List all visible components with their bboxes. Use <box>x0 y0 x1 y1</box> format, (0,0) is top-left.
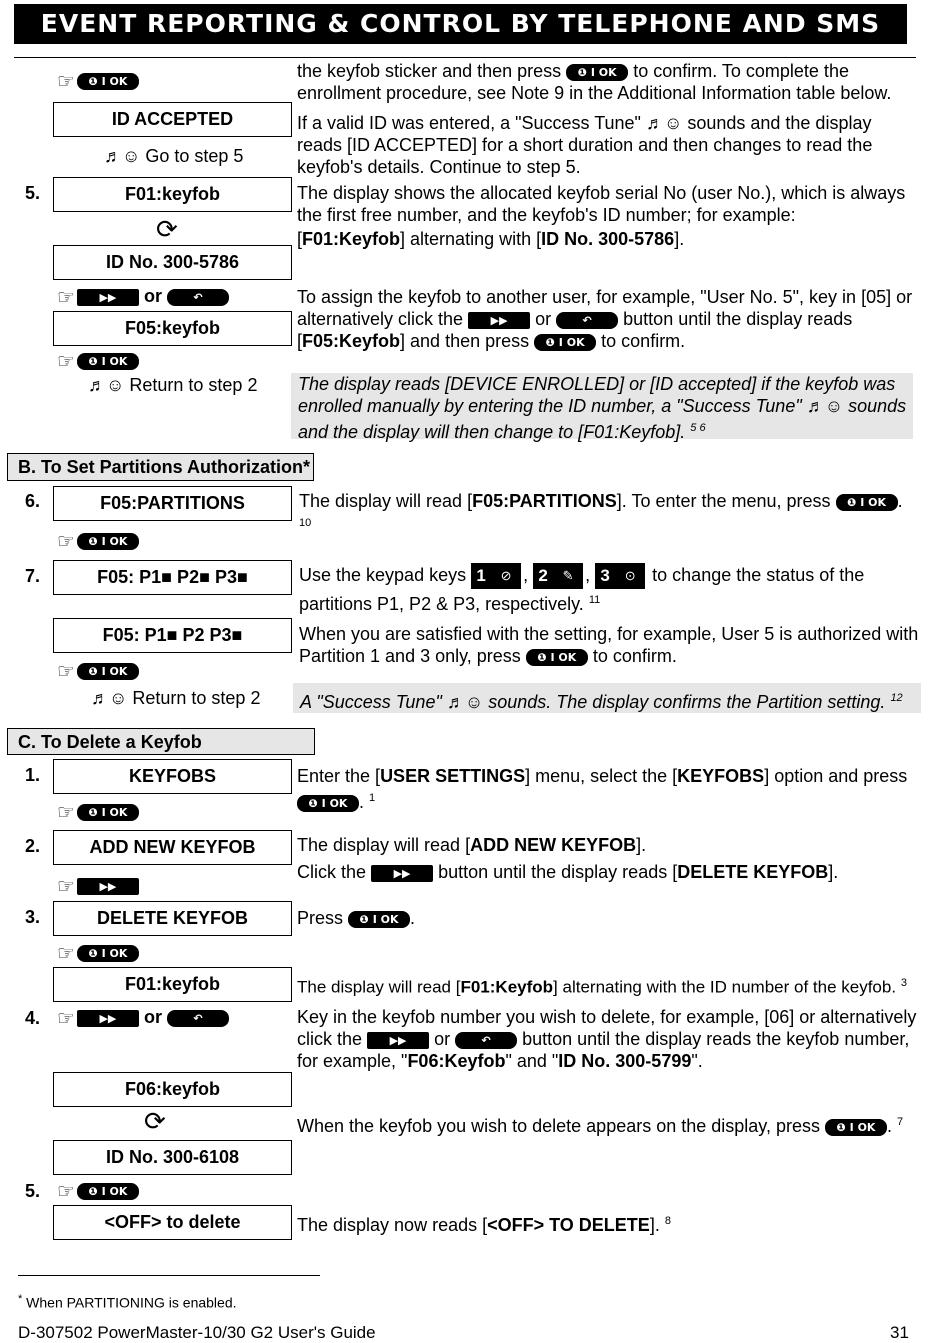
section-b-heading: B. To Set Partitions Authorization* <box>7 453 314 481</box>
display-f01-keyfob: F01:keyfob <box>53 967 292 1002</box>
pointing-hand-icon: ☞ <box>57 69 75 94</box>
pointing-hand-icon: ☞ <box>57 659 75 684</box>
pointing-hand-icon: ☞ <box>57 941 75 966</box>
wrench-icon: ✎ <box>553 563 583 589</box>
ok-key-icon: ❶ I OK <box>77 1183 139 1200</box>
key-row-ok-6 <box>57 941 139 966</box>
c-paragraph-2b: Click the ▶▶ button until the display reads [DELETE KEYFOB]. <box>297 862 839 882</box>
a-paragraph-1: the keyfob sticker and then press ❶ I OK to confirm. To complete the enrollment procedure, see Note 9 in the Additional Information table below. <box>297 61 892 103</box>
keypad-key-2: 2 <box>533 563 553 589</box>
display-delete-keyfob: DELETE KEYFOB <box>53 901 292 936</box>
ok-key-icon: ❶ I OK <box>566 64 628 81</box>
forward-key-icon: ▶▶ <box>77 289 139 306</box>
c-paragraph-6: When the keyfob you wish to delete appears on the display, press ❶ I OK . $^7$ <box>297 1116 904 1136</box>
a-paragraph-3: The display shows the allocated keyfob serial No (user No.), which is always the first free number, and the keyfob's ID number; for example: <box>297 183 906 225</box>
display-add-new-keyfob: ADD NEW KEYFOB <box>53 830 292 865</box>
footnote-divider <box>18 1275 320 1276</box>
return-step2-note: ♬☺ Return to step 2 <box>88 375 258 395</box>
display-keyfobs: KEYFOBS <box>53 759 292 794</box>
key-row-forward <box>57 874 139 899</box>
b-paragraph-2: Use the keypad keys 1 ⊘ , 2 ✎ , 3 ⊙ to change the status of the partitions P1, P2 & P3, respectively. $^{11}$ <box>299 564 865 614</box>
forward-key-icon: ▶▶ <box>77 1010 139 1027</box>
a-note-box: The display reads [DEVICE ENROLLED] or [ID accepted] if the keyfob was enrolled manually by entering the ID number, a "Success Tune" ♬☺ sounds and the display will then change to [F01:Keyfob]. $^{5 6}$ <box>291 373 913 439</box>
ok-key-icon: ❶ I OK <box>526 649 588 666</box>
ok-key-icon: ❶ I OK <box>836 494 898 511</box>
step-number: 7. <box>25 566 41 586</box>
key-row-ok-7 <box>57 1179 139 1204</box>
alternating-cycle-icon: ⟳ <box>144 1107 166 1137</box>
display-off-to-delete: <OFF> to delete <box>53 1205 292 1240</box>
display-id-number: ID No. 300-5786 <box>53 245 292 280</box>
page-banner-title: EVENT REPORTING & CONTROL BY TELEPHONE AND SMS <box>14 4 907 44</box>
key-row-ok-4 <box>57 659 139 684</box>
b-note-box: A "Success Tune" ♬☺ sounds. The display confirms the Partition setting. $^{12}$ <box>293 683 921 713</box>
display-f05-keyfob: F05:keyfob <box>53 311 292 346</box>
pointing-hand-icon: ☞ <box>57 800 75 825</box>
b-paragraph-3: When you are satisfied with the setting, for example, User 5 is authorized with Partition 1 and 3 only, press ❶ I OK to confirm. <box>299 624 919 666</box>
c-paragraph-7: The display now reads [<OFF> TO DELETE]. $^8$ <box>297 1215 671 1235</box>
step-number: 5. <box>25 183 41 203</box>
display-p1-p3: F05: P1■ P2 P3■ <box>53 618 292 653</box>
ok-key-icon: ❶ I OK <box>534 334 596 351</box>
a-paragraph-3b: [F01:Keyfob] alternating with [ID No. 300-5786]. <box>297 229 685 249</box>
key-row-ok-5 <box>57 800 139 825</box>
step-number: 5. <box>25 1181 41 1201</box>
pointing-hand-icon: ☞ <box>57 529 75 554</box>
keypad-key-1: 1 <box>471 563 491 589</box>
display-f01-keyfob: F01:keyfob <box>53 177 292 212</box>
key-icon: ⊙ <box>615 563 645 589</box>
back-key-icon: ↶ <box>167 289 229 306</box>
pointing-hand-icon: ☞ <box>57 349 75 374</box>
forward-key-icon: ▶▶ <box>367 1032 429 1049</box>
key-row-forward-back-2: ☞ ▶▶ or ↶ <box>57 1007 229 1028</box>
key-row-forward-back: ☞ ▶▶ or ↶ <box>57 286 229 307</box>
display-partitions: F05:PARTITIONS <box>53 486 292 521</box>
c-paragraph-4: The display will read [F01:Keyfob] alternating with the ID number of the keyfob. $^3$ <box>297 977 907 997</box>
ok-key-icon: ❶ I OK <box>297 795 359 812</box>
pointing-hand-icon: ☞ <box>57 285 75 310</box>
keypad-key-3: 3 <box>595 563 615 589</box>
display-id-accepted: ID ACCEPTED <box>53 102 292 137</box>
key-row-ok-1 <box>57 69 139 94</box>
section-c-heading: C. To Delete a Keyfob <box>7 728 315 755</box>
back-key-icon: ↶ <box>167 1010 229 1027</box>
forward-key-icon: ▶▶ <box>371 865 433 882</box>
back-key-icon: ↶ <box>556 312 618 329</box>
footer-document-title: D-307502 PowerMaster-10/30 G2 User's Guide <box>18 1323 376 1342</box>
bypass-icon: ⊘ <box>491 563 521 589</box>
step-number: 6. <box>25 491 41 511</box>
go-to-step5-note: ♬☺ Go to step 5 <box>104 146 244 166</box>
step-number: 1. <box>25 765 41 785</box>
footer-page-number: 31 <box>890 1323 909 1342</box>
c-paragraph-2: The display will read [ADD NEW KEYFOB]. <box>297 835 647 855</box>
footnote: * When PARTITIONING is enabled. <box>18 1293 237 1311</box>
ok-key-icon: ❶ I OK <box>77 533 139 550</box>
forward-key-icon: ▶▶ <box>77 878 139 895</box>
display-id-number-2: ID No. 300-6108 <box>53 1140 292 1175</box>
header-divider <box>14 57 916 58</box>
a-paragraph-2: If a valid ID was entered, a "Success Tune" ♬☺ sounds and the display reads [ID ACCEPTED] for a short duration and then changes to read the keyfob's details. Continue to step 5. <box>297 113 873 177</box>
ok-key-icon: ❶ I OK <box>825 1119 887 1136</box>
ok-key-icon: ❶ I OK <box>77 663 139 680</box>
pointing-hand-icon: ☞ <box>57 874 75 899</box>
ok-key-icon: ❶ I OK <box>77 353 139 370</box>
pointing-hand-icon: ☞ <box>57 1179 75 1204</box>
forward-key-icon: ▶▶ <box>468 312 530 329</box>
a-paragraph-4: To assign the keyfob to another user, for example, "User No. 5", key in [05] or alternatively click the ▶▶ or ↶ button until the display reads [F05:Keyfob] and then press ❶ I OK to confirm. <box>297 287 913 351</box>
pointing-hand-icon: ☞ <box>57 1006 75 1031</box>
c-paragraph-1: Enter the [USER SETTINGS] menu, select the [KEYFOBS] option and press ❶ I OK . $^1$ <box>297 766 908 812</box>
ok-key-icon: ❶ I OK <box>77 804 139 821</box>
return-step2-note: ♬☺ Return to step 2 <box>91 688 261 708</box>
b-paragraph-1: The display will read [F05:PARTITIONS]. To enter the menu, press ❶ I OK . $^{10}$ <box>299 491 903 529</box>
display-f06-keyfob: F06:keyfob <box>53 1072 292 1107</box>
ok-key-icon: ❶ I OK <box>348 911 410 928</box>
back-key-icon: ↶ <box>455 1032 517 1049</box>
c-paragraph-5: Key in the keyfob number you wish to delete, for example, [06] or alternatively click the ▶▶ or ↶ button until the display reads the keyfob number, for example, "F06:Keyfob" and "ID No. 300-5799". <box>297 1007 917 1071</box>
step-number: 4. <box>25 1008 41 1028</box>
ok-key-icon: ❶ I OK <box>77 73 139 90</box>
c-paragraph-3: Press ❶ I OK . <box>297 908 416 928</box>
step-number: 3. <box>25 907 41 927</box>
step-number: 2. <box>25 836 41 856</box>
ok-key-icon: ❶ I OK <box>77 945 139 962</box>
display-p1-p2-p3: F05: P1■ P2■ P3■ <box>53 560 292 595</box>
alternating-cycle-icon: ⟳ <box>156 215 178 245</box>
key-row-ok-2 <box>57 349 139 374</box>
key-row-ok-3 <box>57 529 139 554</box>
